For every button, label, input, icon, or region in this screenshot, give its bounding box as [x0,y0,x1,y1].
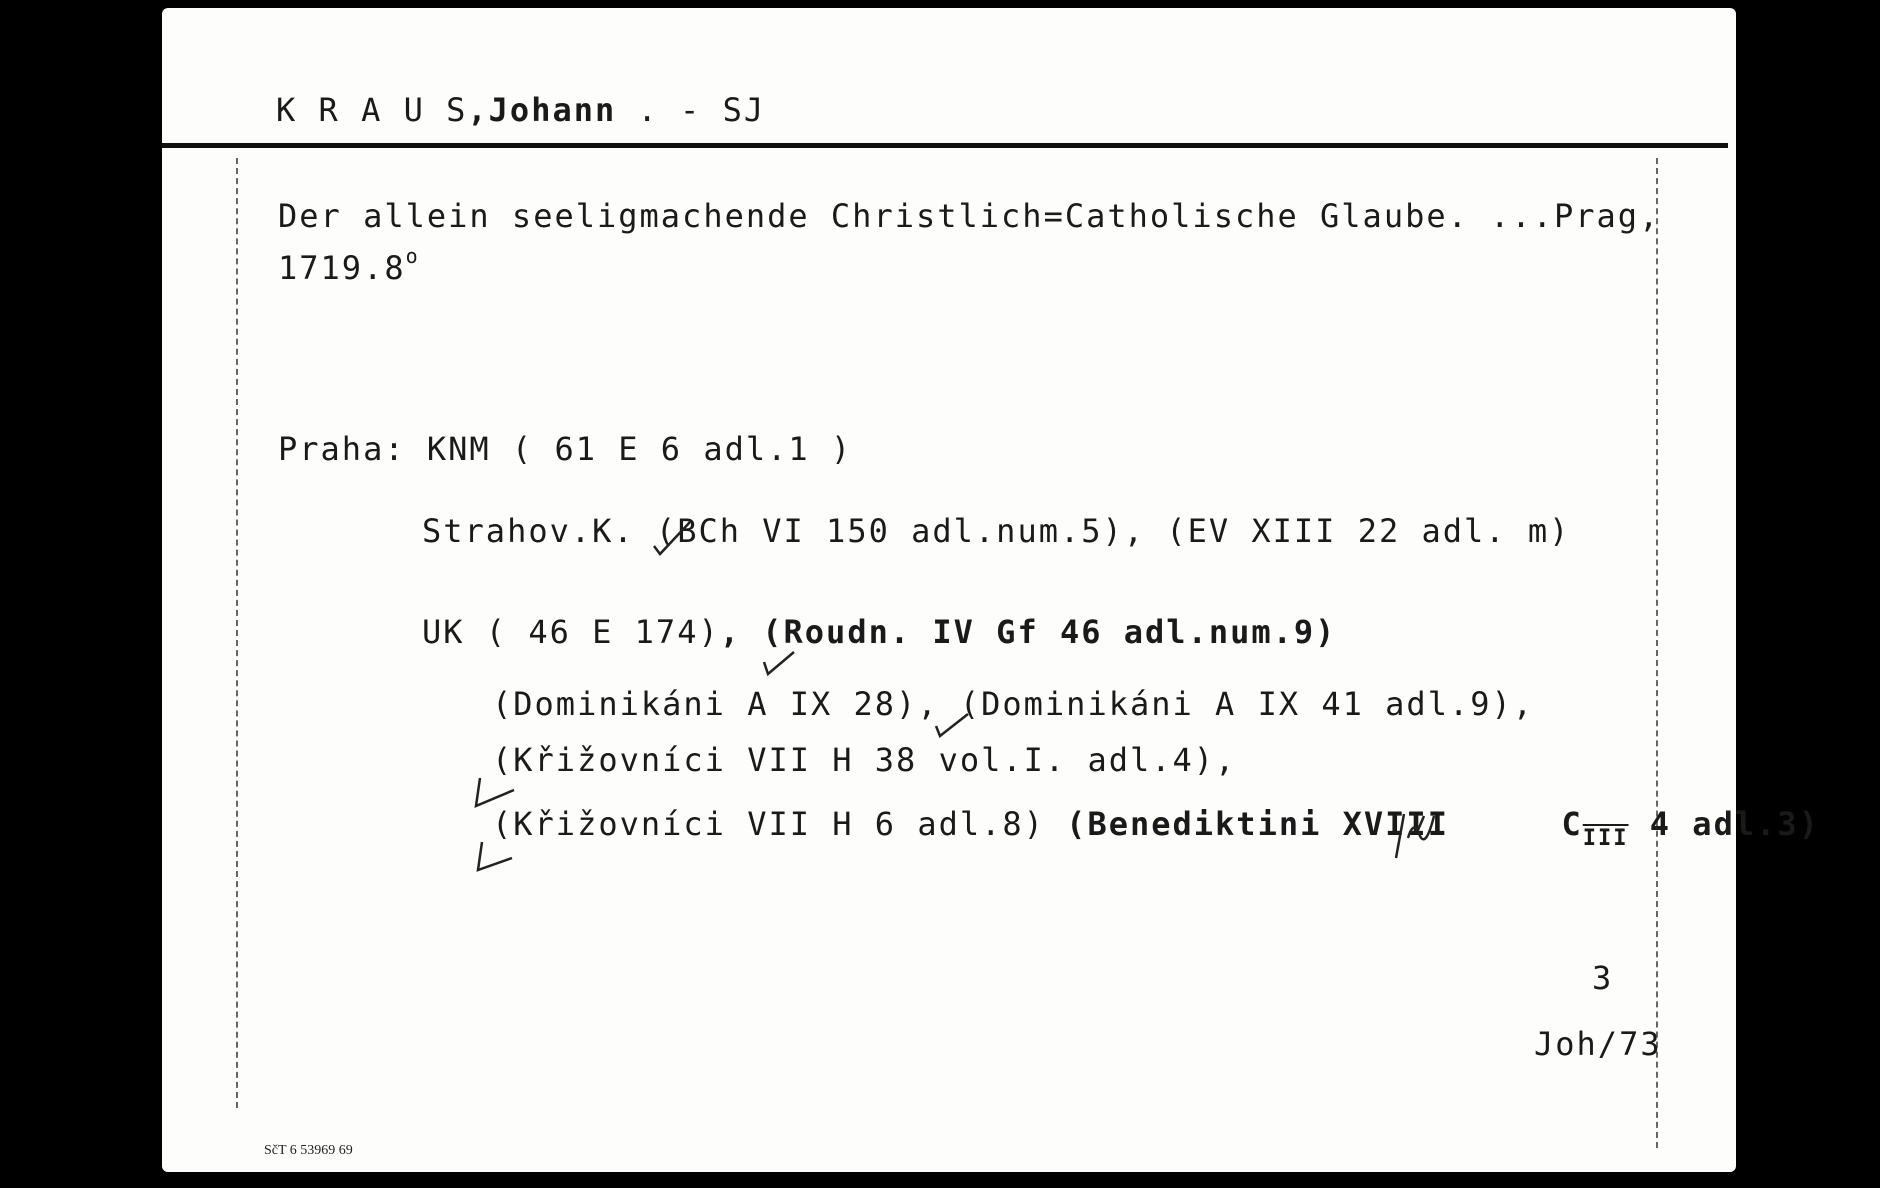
checkmark-icon [652,516,692,556]
card-code: Joh/73 [1534,1025,1662,1063]
holding-benediktini-c: C [1561,805,1583,843]
holding-praha: Praha: KNM ( 61 E 6 adl.1 ) [278,430,853,468]
author-suffix: . - SJ [637,91,766,129]
holding-benediktini-end: 4 adl.3) [1649,805,1820,843]
holding-uk [422,613,1337,651]
handwritten-mark-icon [1394,808,1438,862]
card-number: 3 [1592,959,1614,997]
title-line-1: Der allein seeligmachende Christlich=Catholische Glaube. ...Prag, [278,197,1661,235]
holding-benediktini-sub: III [1582,826,1629,851]
holding-roudnice: , (Roudn. IV Gf 46 adl.num.9) [719,613,1337,651]
printer-mark: SčT 6 53969 69 [264,1143,353,1158]
right-margin-line [1656,158,1658,1148]
catalog-card [162,8,1820,1172]
author-surname: K R A U S [276,91,468,129]
heading-rule [162,143,1728,148]
author-heading [276,91,766,129]
author-given-name: ,Johann [467,91,617,129]
checkmark-icon [932,708,972,748]
checkmark-icon [760,648,800,688]
holding-dominikani: (Dominikáni A IX 28), (Dominikáni A IX 41 adl.9), [492,685,1535,723]
checkmark-icon [474,772,514,812]
title-line-2 [278,244,420,287]
holding-krizovnici-2 [492,805,1820,851]
holding-uk-main: UK ( 46 E 174) [422,613,720,651]
holding-krizovnici-2-main: (Křižovníci VII H 6 adl.8) [492,805,1045,843]
checkmark-icon [474,836,514,876]
holding-benediktini: (Benediktini XVIII [1066,805,1449,843]
holding-krizovnici-1: (Křižovníci VII H 38 vol.I. adl.4), [492,741,1237,779]
left-margin-line [236,158,238,1108]
format-degree: o [405,244,420,268]
publication-year-format: 1719.8 [278,249,406,287]
holding-strahov: Strahov.K. (BCh VI 150 adl.num.5), (EV XIII 22 adl. m) [422,512,1571,550]
